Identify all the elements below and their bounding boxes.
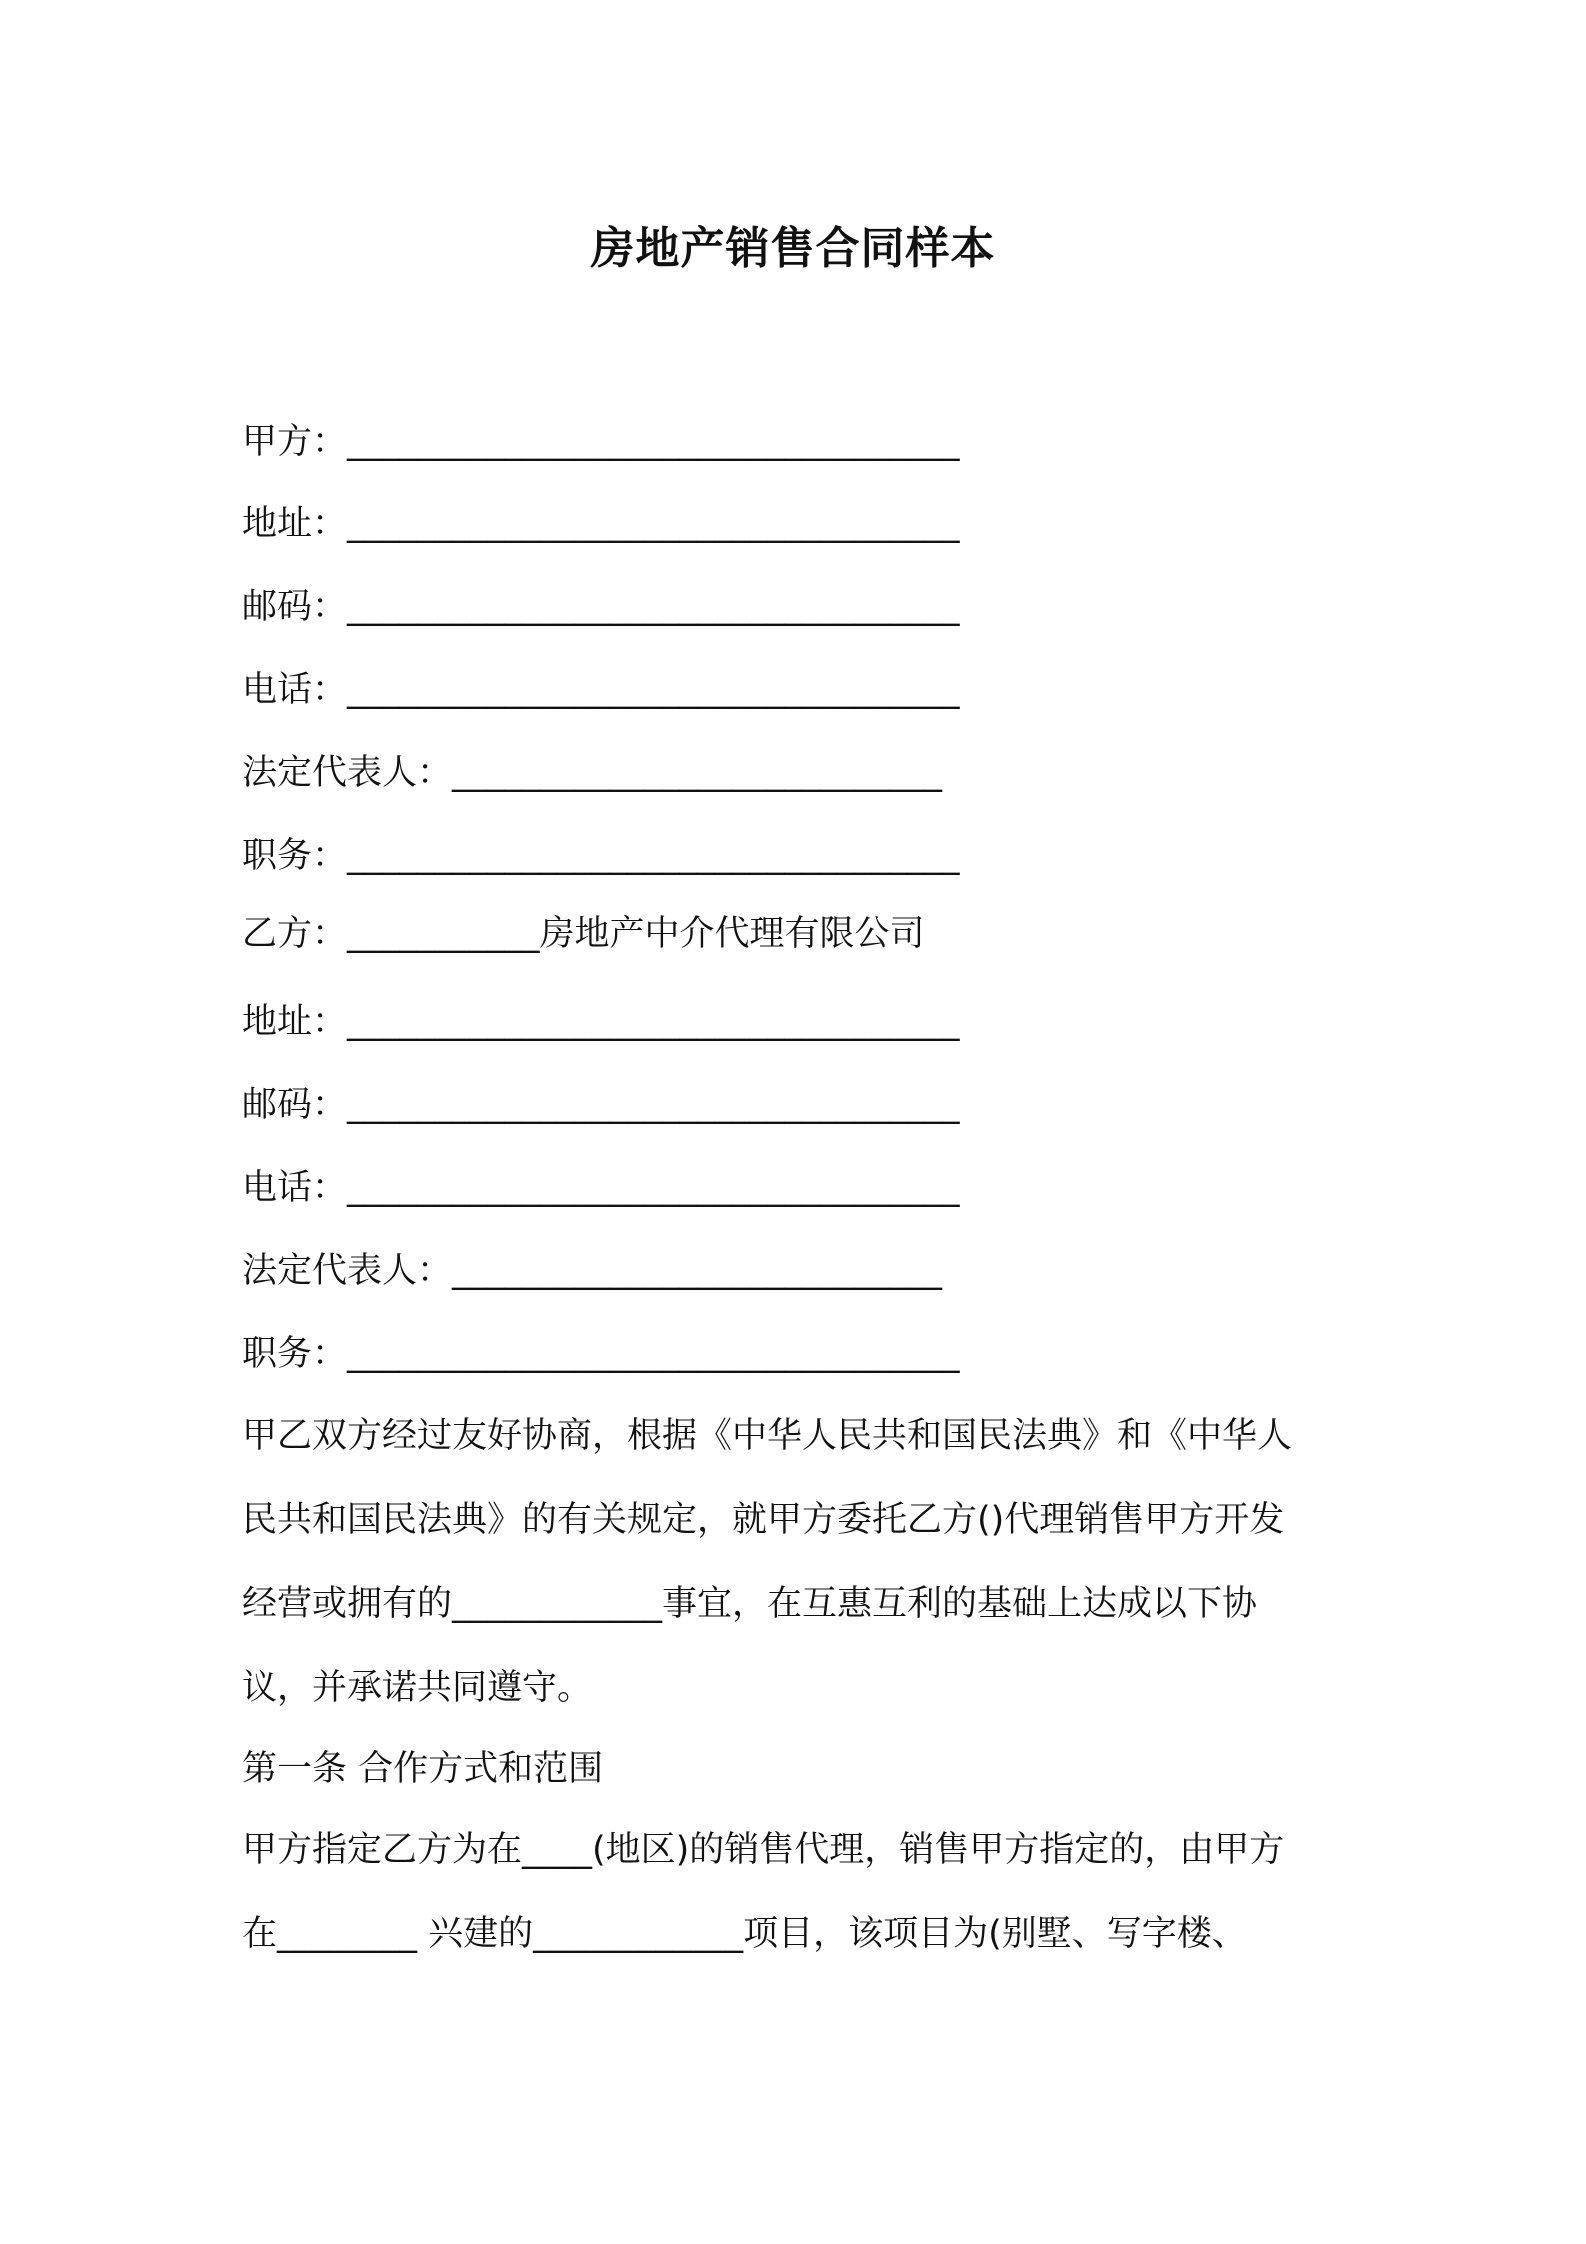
article1-line: 甲方指定乙方为在____(地区)的销售代理，销售甲方指定的，由甲方 [242, 1830, 1285, 1870]
party-a-position-field: 职务：___________________________________ [242, 836, 960, 876]
party-b-phone-field: 电话：___________________________________ [242, 1168, 960, 1208]
article1-line: 在________ 兴建的____________项目，该项目为(别墅、写字楼、 [242, 1914, 1247, 1954]
party-b-address-field: 地址：___________________________________ [242, 1002, 960, 1042]
preamble-line: 甲乙双方经过友好协商，根据《中华人民共和国民法典》和《中华人 [242, 1416, 1293, 1456]
preamble-line: 经营或拥有的____________事宜，在互惠互利的基础上达成以下协 [242, 1584, 1258, 1624]
party-b-legal-rep-field: 法定代表人：____________________________ [242, 1251, 943, 1291]
party-b-name-field: 乙方：___________房地产中介代理有限公司 [242, 914, 925, 954]
party-a-phone-field: 电话：___________________________________ [242, 670, 960, 710]
article1-heading: 第一条 合作方式和范围 [242, 1749, 604, 1789]
preamble-line: 民共和国民法典》的有关规定，就甲方委托乙方()代理销售甲方开发 [242, 1500, 1285, 1540]
party-a-postcode-field: 邮码：___________________________________ [242, 587, 960, 627]
article1-paragraph [242, 1808, 1362, 1976]
party-a-address-field: 地址：___________________________________ [242, 504, 960, 544]
preamble-paragraph [242, 1394, 1362, 1730]
party-b-position-field: 职务：___________________________________ [242, 1334, 960, 1374]
party-a-legal-rep-field: 法定代表人：____________________________ [242, 753, 943, 793]
party-a-name-field: 甲方：___________________________________ [242, 422, 960, 462]
document-title: 房地产销售合同样本 [590, 223, 996, 274]
preamble-line: 议，并承诺共同遵守。 [242, 1668, 593, 1708]
party-b-postcode-field: 邮码：___________________________________ [242, 1085, 960, 1125]
